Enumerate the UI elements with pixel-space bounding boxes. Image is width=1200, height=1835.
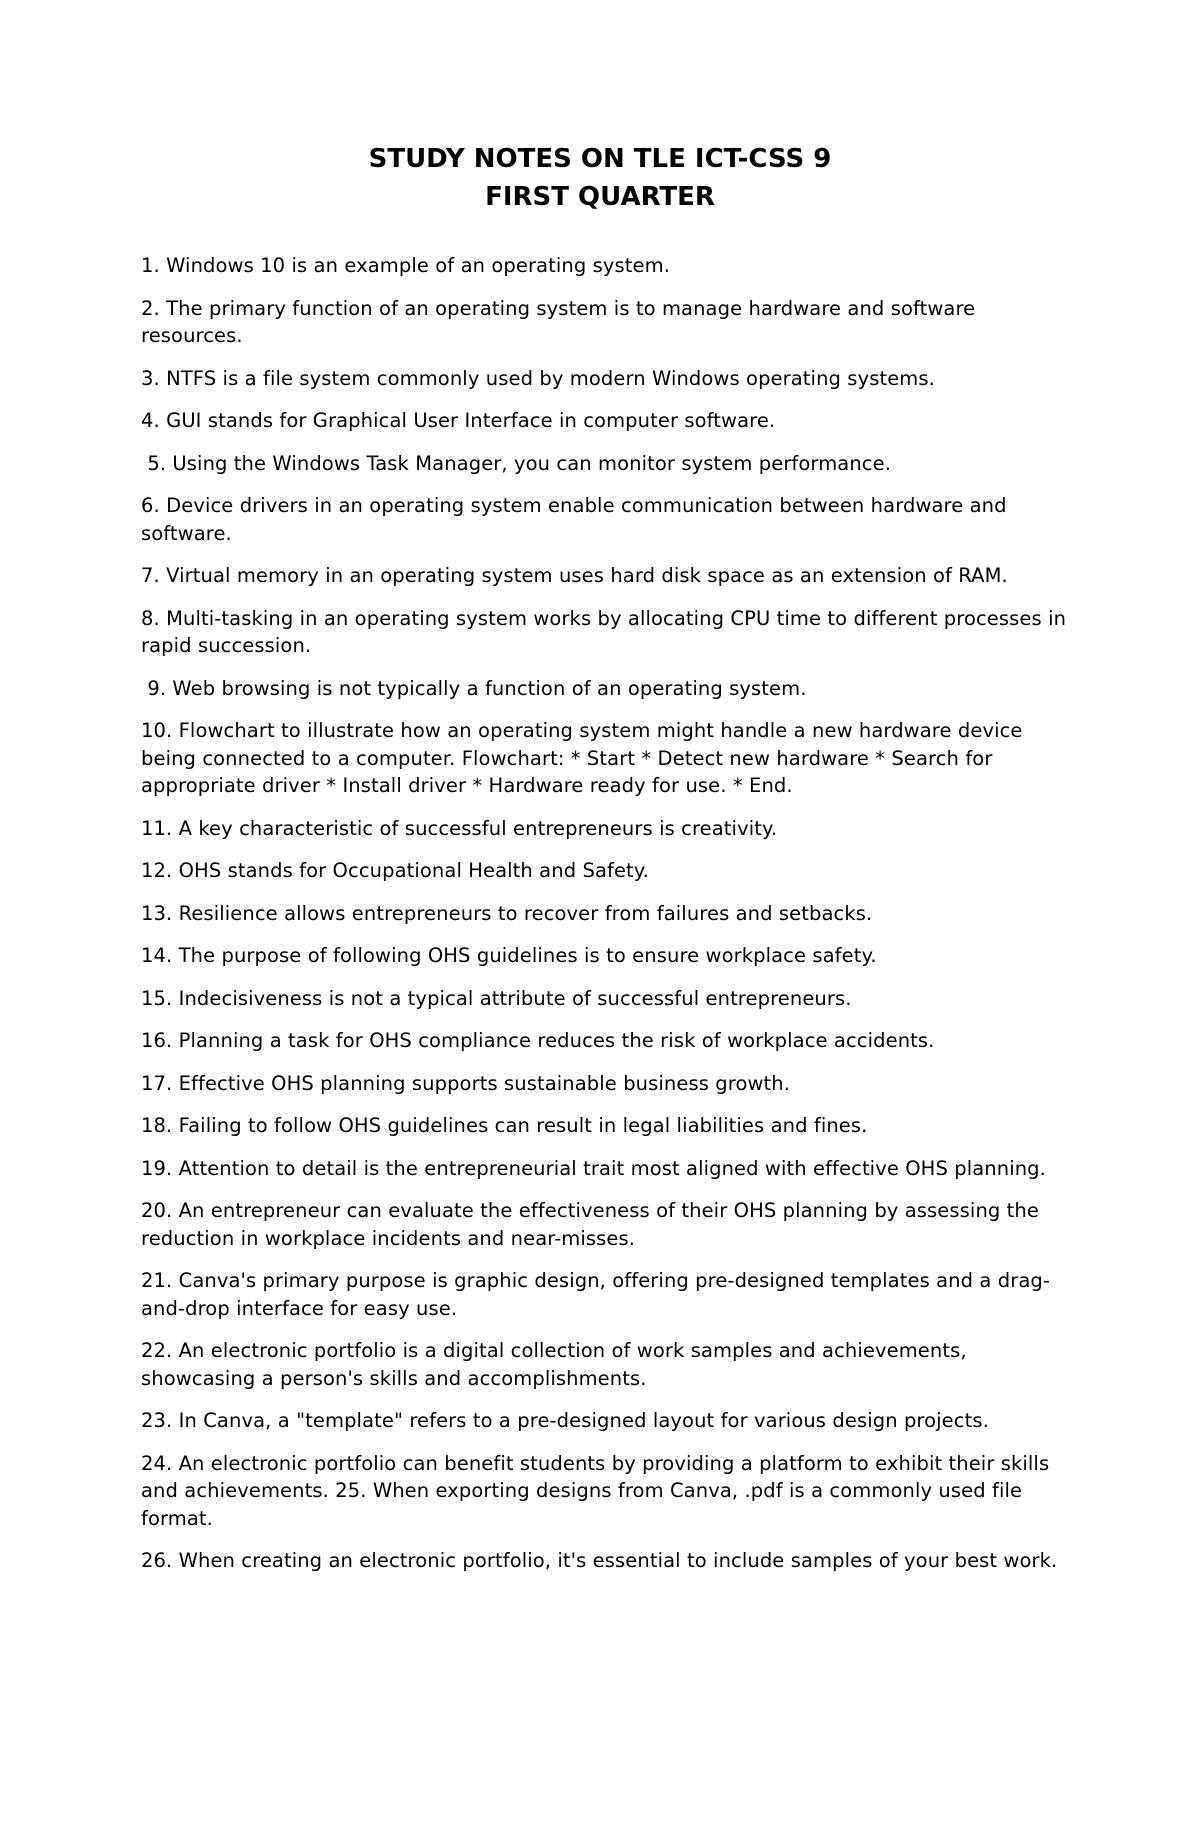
note-item: 15. Indecisiveness is not a typical attribute of successful entrepreneurs. [141, 986, 852, 1010]
note-item: 7. Virtual memory in an operating system uses hard disk space as an extension of RAM. [141, 564, 1008, 587]
note-item: 8. Multi-tasking in an operating system works by allocating CPU time to different processes in rapid succession. [141, 606, 1067, 657]
note-item: 14. The purpose of following OHS guidelines is to ensure workplace safety. [141, 944, 877, 967]
title-line-2: FIRST QUARTER [485, 182, 715, 212]
note-item: 19. Attention to detail is the entrepreneurial trait most aligned with effective OHS planning. [141, 1156, 1046, 1180]
note-item: 6. Device drivers in an operating system enable communication between hardware and software. [141, 494, 1007, 545]
note-item: 5. Using the Windows Task Manager, you can monitor system performance. [141, 451, 892, 475]
note-item: 21. Canva's primary purpose is graphic design, offering pre-designed templates and a drag-and-drop interface for easy use. [141, 1269, 1051, 1320]
note-item: 4. GUI stands for Graphical User Interface in computer software. [141, 409, 776, 432]
note-item: 24. An electronic portfolio can benefit students by providing a platform to exhibit their skills and achievements. 25. When exporting designs from Canva, .pdf is a commonly used file format. [141, 1451, 1050, 1530]
title-line-1: STUDY NOTES ON TLE ICT-CSS 9 [368, 144, 832, 174]
note-item: 1. Windows 10 is an example of an operating system. [141, 254, 671, 277]
note-item: 11. A key characteristic of successful entrepreneurs is creativity. [141, 816, 778, 840]
note-item: 2. The primary function of an operating system is to manage hardware and software resources. [141, 296, 976, 347]
note-item: 12. OHS stands for Occupational Health and Safety. [141, 859, 649, 882]
note-item: 18. Failing to follow OHS guidelines can result in legal liabilities and fines. [141, 1114, 868, 1137]
note-item: 9. Web browsing is not typically a function of an operating system. [141, 676, 807, 700]
note-item: 10. Flowchart to illustrate how an operating system might handle a new hardware device being connected to a computer. Flowchart: * Start * Detect new hardware * Search for appropriate driver * Install driver * Hardware ready for use. * End. [141, 719, 1023, 797]
notes-list [141, 252, 1071, 1590]
note-item: 17. Effective OHS planning supports sustainable business growth. [141, 1071, 791, 1095]
note-item: 20. An entrepreneur can evaluate the effectiveness of their OHS planning by assessing the reduction in workplace incidents and near-misses. [141, 1199, 1039, 1250]
note-item: 16. Planning a task for OHS compliance reduces the risk of workplace accidents. [141, 1029, 935, 1052]
note-item: 22. An electronic portfolio is a digital collection of work samples and achievements, showcasing a person's skills and accomplishments. [141, 1339, 967, 1390]
document-title [0, 140, 1200, 216]
note-item: 23. In Canva, a "template" refers to a pre-designed layout for various design projects. [141, 1409, 989, 1432]
note-item: 13. Resilience allows entrepreneurs to recover from failures and setbacks. [141, 901, 873, 925]
note-item: 3. NTFS is a file system commonly used by modern Windows operating systems. [141, 366, 935, 390]
note-item: 26. When creating an electronic portfolio, it's essential to include samples of your best work. [141, 1549, 1058, 1572]
